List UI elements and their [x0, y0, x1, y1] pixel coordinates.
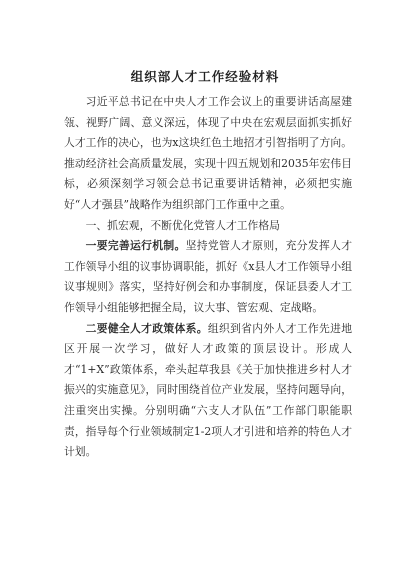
- paragraph-text: 习近平总书记在中央人才工作会议上的重要讲话高屋建瓴、视野广阔、意义深远，体现了中央在宏观层面抓实抓好人才工作的决心，也为x这块红色土地招才引智指明了方向。推动经济社会高质量发展，实现十四五规划和2035年宏伟目标，必须深刻学习领会总书记重要讲话精神，必须把实施好“人才强县”战略作为组织部门工作重中之重。: [64, 95, 352, 211]
- paragraph-lead: 二要健全人才政策体系。: [85, 321, 208, 335]
- document-title: 组织部人才工作经验材料: [130, 69, 280, 84]
- paragraph-text: 坚持党管人才原则，充分发挥人才工作领导小组的议事协调职能，抓好《x县人才工作领导小组议事规则》落实，坚持好例会和办事制度，保证县委人才工作领导小组能够把握全局，议大事、管宏观、定战略。: [64, 239, 353, 314]
- paragraph-text: 组织到省内外人才工作先进地区开展一次学习，做好人才政策的顶层设计。形成人才“1+X”政策体系，牵头起草我县《关于加快推进乡村人才振兴的实施意见》，同时围绕首位产业发展，坚持问题导向，注重突出实操。分别明确“六支人才队伍”工作部门职能职责，指导每个行业领域制定1-2项人才引进和培养的特色人才计划。: [64, 321, 353, 459]
- paragraph-text: 一、抓宏观，不断优化党管人才工作格局: [85, 218, 280, 232]
- paragraph-intro: [64, 92, 352, 216]
- document-body: [64, 92, 352, 463]
- paragraph-point-two: [64, 319, 352, 463]
- section-heading: [64, 216, 352, 237]
- paragraph-lead: 一要完善运行机制。: [85, 239, 186, 253]
- paragraph-point-one: [64, 236, 352, 318]
